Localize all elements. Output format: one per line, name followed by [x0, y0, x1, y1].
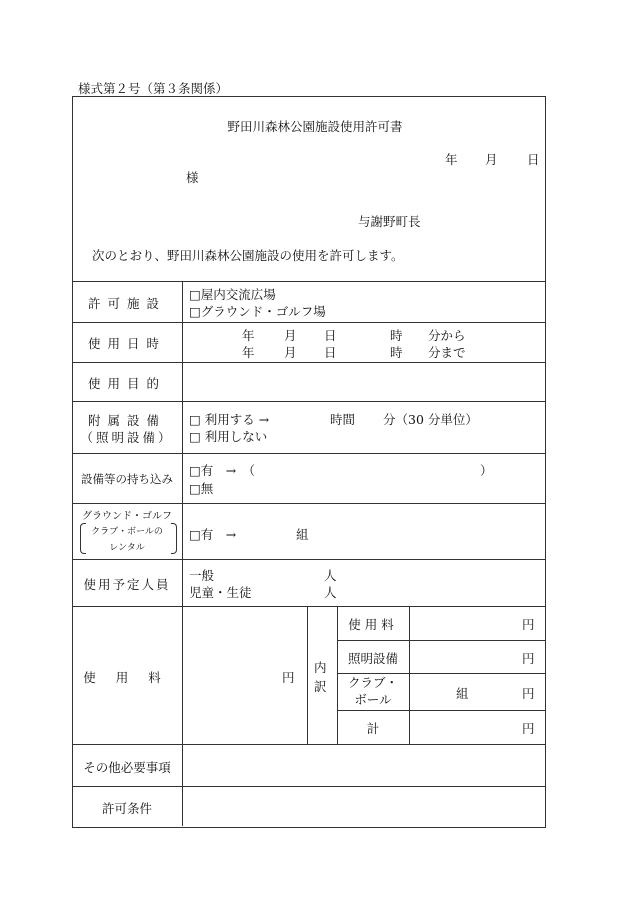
row-divider [72, 786, 546, 787]
datetime-label: 使用日時 [87, 336, 166, 351]
fee-label: 使用料 [83, 670, 181, 685]
purpose-label: 使用目的 [87, 376, 166, 391]
statement: 次のとおり、野田川森林公園施設の使用を許可します。 [92, 248, 404, 263]
form-number: 様式第２号（第３条関係） [78, 81, 229, 96]
to-minute: 分まで [428, 345, 466, 360]
fee-item-name: クラブ・ボール [347, 675, 398, 707]
row-divider [72, 559, 546, 560]
fee-divider [307, 606, 308, 744]
from-day: 日 [324, 328, 337, 343]
fee-row-divider [337, 640, 546, 641]
from-month: 月 [284, 328, 297, 343]
facility-option-golf[interactable]: □グラウンド・ゴルフ場 [189, 304, 326, 319]
equipment-hours: 時間 [330, 412, 356, 427]
rental-label-mid: クラブ・ボールの [91, 527, 163, 537]
rental-sets: 組 [296, 527, 309, 542]
to-month: 月 [284, 345, 297, 360]
row-divider [72, 744, 546, 745]
to-hour: 時 [390, 345, 403, 360]
rental-yes-option[interactable]: □有 → [189, 527, 237, 542]
equipment-no-use-option[interactable]: □ 利用しない [189, 429, 268, 444]
bring-close-paren: ） [480, 463, 493, 478]
bring-yes-option[interactable]: □有 → （ [189, 463, 256, 478]
fee-breakdown-1: 内 [314, 660, 327, 675]
row-divider [72, 503, 546, 504]
equipment-minutes: 分（30 分単位） [383, 412, 478, 427]
conditions-label: 許可条件 [101, 801, 152, 816]
facility-option-indoor[interactable]: □屋内交流広場 [189, 287, 276, 302]
fee-item-name: 照明設備 [347, 651, 398, 666]
rental-label-top: グラウンド・ゴルフ [82, 511, 172, 522]
rental-label-bot: レンタル [109, 543, 145, 553]
fee-item-value: 円 [522, 686, 535, 701]
date-month: 月 [485, 152, 498, 167]
row-divider [72, 606, 546, 607]
issuer: 与謝野町長 [358, 214, 421, 229]
row-divider [72, 281, 546, 282]
fee-yen: 円 [282, 670, 295, 685]
fee-divider [409, 606, 410, 744]
from-hour: 時 [390, 328, 403, 343]
fee-item-name: 使用料 [348, 617, 398, 632]
fee-item-name: 計 [366, 721, 380, 736]
equipment-label: 附属設備 [87, 413, 166, 428]
bring-no-option[interactable]: □無 [189, 481, 214, 496]
date-day: 日 [527, 152, 540, 167]
people-general: 一般 [189, 568, 215, 583]
fee-breakdown-2: 訳 [314, 679, 327, 694]
equipment-use-option[interactable]: □ 利用する → [189, 412, 270, 427]
from-minute: 分から [428, 328, 466, 343]
people-label: 使用予定人員 [83, 577, 171, 592]
fee-item-value: 円 [522, 617, 535, 632]
other-label: その他必要事項 [83, 760, 171, 775]
row-divider [72, 322, 546, 323]
facility-label: 許可施設 [87, 296, 166, 311]
to-year: 年 [242, 345, 255, 360]
equipment-sublabel: （照明設備） [80, 430, 174, 445]
people-students: 児童・生徒 [189, 585, 252, 600]
row-divider [72, 453, 546, 454]
row-divider [72, 401, 546, 402]
from-year: 年 [242, 328, 255, 343]
fee-row-divider [337, 710, 546, 711]
people-students-unit: 人 [324, 585, 337, 600]
fee-item-sets: 組 [456, 686, 469, 701]
fee-item-value: 円 [522, 651, 535, 666]
date-year: 年 [445, 152, 458, 167]
form-frame [72, 96, 546, 828]
bring-label: 設備等の持ち込み [81, 472, 173, 486]
people-general-unit: 人 [324, 568, 337, 583]
fee-item-value: 円 [522, 721, 535, 736]
label-column-divider [182, 281, 183, 826]
to-day: 日 [324, 345, 337, 360]
form-title: 野田川森林公園施設使用許可書 [227, 119, 403, 134]
addressee-suffix: 様 [186, 170, 199, 185]
row-divider [72, 362, 546, 363]
